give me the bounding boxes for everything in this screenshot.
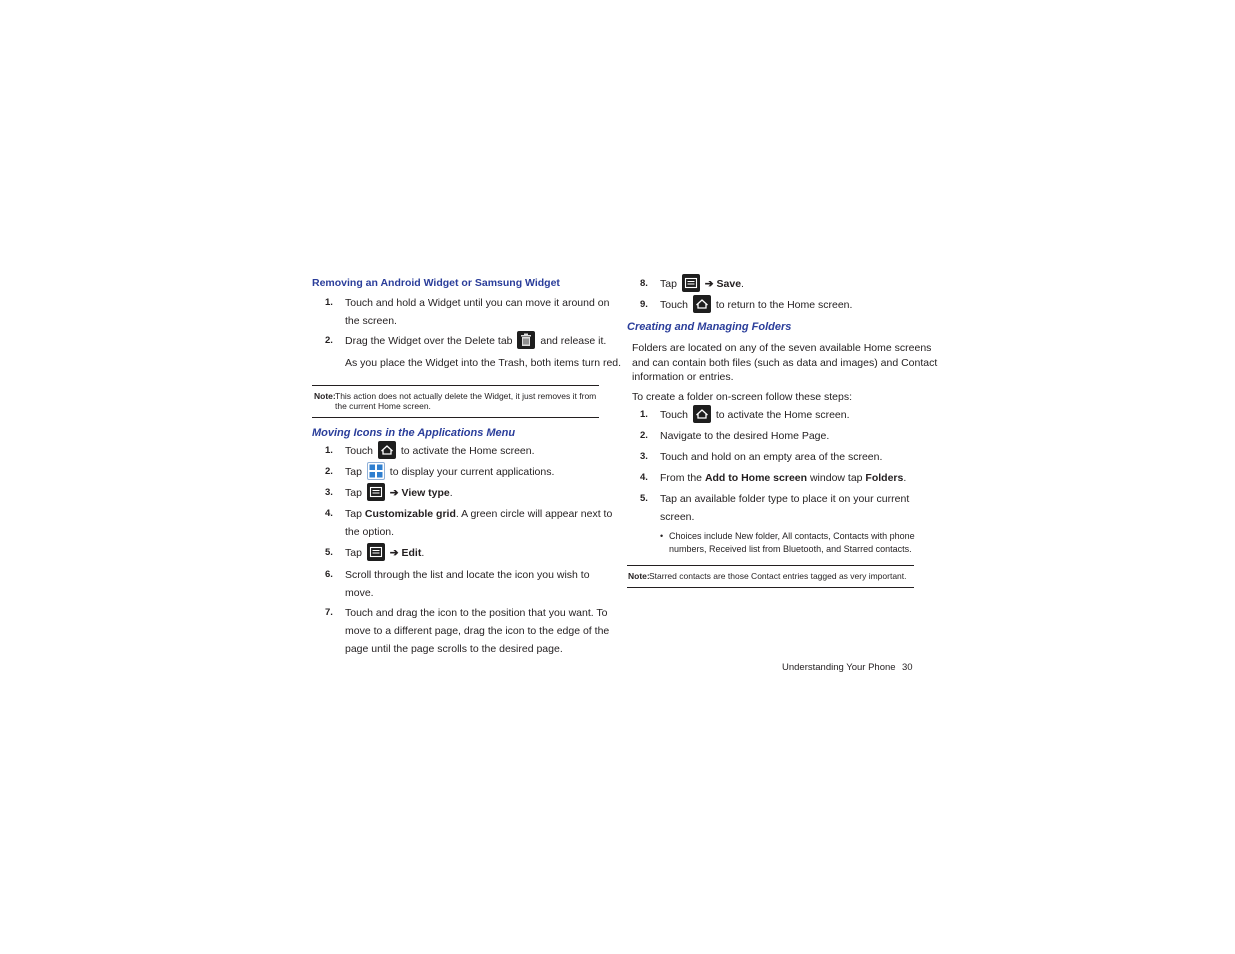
paragraph: Folders are located on any of the seven available Home screens and can contain both files (such as data and images) and Contact information or entries. — [632, 342, 938, 383]
menu-icon — [367, 543, 385, 561]
footer-section-title: Understanding Your Phone — [782, 662, 896, 673]
section-heading-folders: Creating and Managing Folders — [627, 321, 792, 333]
home-icon — [693, 295, 711, 313]
trash-icon — [517, 331, 535, 349]
section-heading-removing-widget: Removing an Android Widget or Samsung Widget — [312, 277, 560, 289]
apps-icon — [367, 462, 385, 480]
home-icon — [693, 405, 711, 423]
note-box: Note: This action does not actually delete the Widget, it just removes it from the current Home screen. — [312, 385, 599, 418]
page-number: 30 — [902, 662, 913, 673]
menu-icon — [367, 483, 385, 501]
section-heading-moving-icons: Moving Icons in the Applications Menu — [312, 427, 516, 439]
arrow-icon: ➔ — [389, 547, 399, 559]
note-box: Note: Starred contacts are those Contact entries tagged as very important. — [627, 565, 914, 588]
paragraph: To create a folder on-screen follow these steps: — [632, 391, 853, 403]
arrow-icon: ➔ — [389, 487, 399, 499]
home-icon — [378, 441, 396, 459]
arrow-icon: ➔ — [704, 278, 714, 290]
step-subtext: As you place the Widget into the Trash, both items turn red. — [345, 357, 622, 369]
menu-icon — [682, 274, 700, 292]
